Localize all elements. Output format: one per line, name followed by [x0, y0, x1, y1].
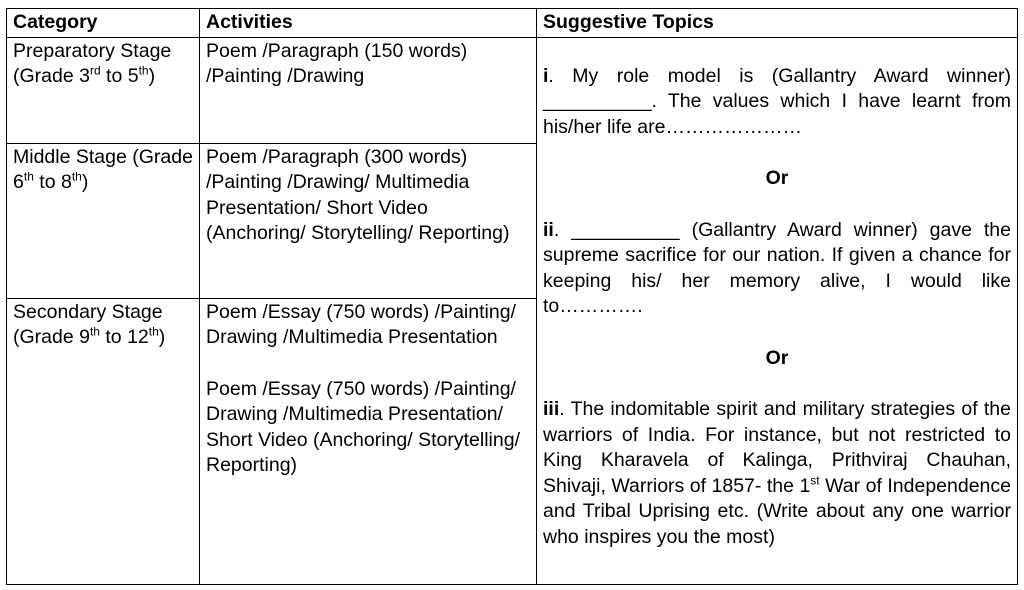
table-row — [7, 37, 1018, 143]
topic-3: iii. The indomitable spirit and military strategies of the warriors of India. For instance, but not restricted to King Kharavela of Kalinga, Prithviraj Chauhan, Shivaji, Warriors of 1857- the 1st War of Independence and Tribal Uprising etc. (Write about any one warrior who inspires you the most) — [543, 398, 1011, 548]
activities-table — [6, 8, 1018, 585]
header-suggestive-topics: Suggestive Topics — [537, 9, 1018, 38]
topic-2: ii. __________ (Gallantry Award winner) gave the supreme sacrifice for our nation. If given a chance for keeping his/ her memory alive, I would like to…………. — [543, 218, 1011, 317]
category-cell: Preparatory Stage (Grade 3rd to 5th) — [7, 37, 200, 143]
header-row — [7, 9, 1018, 38]
or-separator: Or — [765, 346, 789, 369]
header-category: Category — [7, 9, 200, 38]
activities-cell: Poem /Paragraph (150 words) /Painting /Drawing — [200, 37, 537, 143]
suggestive-topics-cell — [537, 37, 1018, 584]
category-cell: Secondary Stage (Grade 9th to 12th) — [7, 298, 200, 584]
topic-1: i. My role model is (Gallantry Award winner) __________. The values which I have learnt from his/her life are………………… — [543, 64, 1011, 138]
or-separator: Or — [765, 167, 789, 189]
header-activities: Activities — [200, 9, 537, 38]
activities-text: Poem /Essay (750 words) /Painting/ Drawing /Multimedia Presentation/ Short Video (Anchoring/ Storytelling/ Reporting) — [206, 377, 520, 476]
activities-text: Poem /Essay (750 words) /Painting/ Drawing /Multimedia Presentation — [206, 300, 516, 348]
category-cell: Middle Stage (Grade 6th to 8th) — [7, 143, 200, 298]
activities-cell: Poem /Paragraph (300 words) /Painting /Drawing/ Multimedia Presentation/ Short Video (Anchoring/ Storytelling/ Reporting) — [200, 143, 537, 298]
activities-cell — [200, 298, 537, 584]
